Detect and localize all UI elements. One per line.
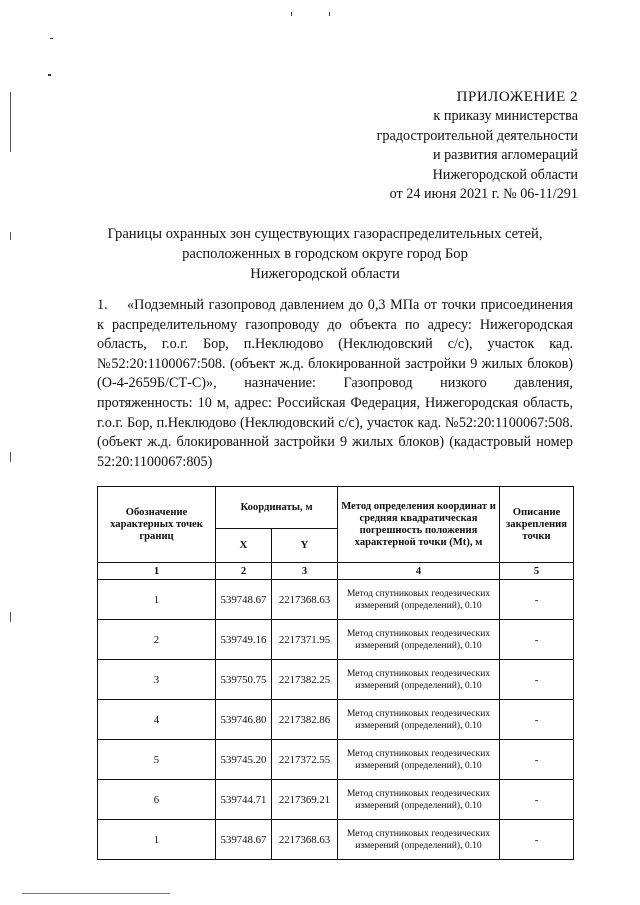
- description-cell: -: [500, 700, 574, 740]
- index-row: [98, 563, 574, 580]
- table-row: [98, 740, 574, 780]
- point-cell: 1: [98, 580, 216, 620]
- appendix-title: ПРИЛОЖЕНИЕ 2: [456, 89, 578, 105]
- index-cell: 3: [272, 563, 338, 580]
- description-cell: -: [500, 740, 574, 780]
- table-row: [98, 580, 574, 620]
- coordinates-table: [97, 486, 574, 860]
- point-cell: 2: [98, 620, 216, 660]
- description-cell: -: [500, 660, 574, 700]
- y-cell: 2217382.25: [272, 660, 338, 700]
- method-cell: Метод спутниковых геодезических измерений (определений), 0.10: [338, 620, 500, 660]
- y-cell: 2217369.21: [272, 780, 338, 820]
- method-cell: Метод спутниковых геодезических измерений (определений), 0.10: [338, 580, 500, 620]
- description-cell: -: [500, 780, 574, 820]
- y-cell: 2217382.86: [272, 700, 338, 740]
- footer-rule: [22, 893, 170, 894]
- point-cell: 3: [98, 660, 216, 700]
- scan-speck: [10, 452, 11, 462]
- description-cell: -: [500, 820, 574, 860]
- description-cell: -: [500, 580, 574, 620]
- header-coordinates: Координаты, м: [216, 487, 338, 529]
- item-text: «Подземный газопровод давлением до 0,3 МПа от точки присоединения к распределительному газопроводу до объекта по адресу: Нижегородская область, г.о.г. Бор, п.Неклюдово (Неклюдовский с/с), участок кад. №52:20:1100067:508. (объект ж.д. блокированной застройки 9 жилых блоков) (О-4-2659Б/СТ-С)», назначение: Газопровод низкого давления, протяженность: 10 м, адрес: Российская Федерация, Нижегородская область, г.о.г. Бор, п.Неклюдово (Неклюдовский с/с), участок кад. №52:20:1100067:508. (объект ж.д. блокированной застройки 9 жилых блоков) (кадастровый номер 52:20:1100067:805): [97, 297, 573, 470]
- x-cell: 539748.67: [216, 580, 272, 620]
- title-line: расположенных в городском округе город Бор: [182, 246, 468, 262]
- method-cell: Метод спутниковых геодезических измерений (определений), 0.10: [338, 780, 500, 820]
- header-y: Y: [272, 529, 338, 563]
- appendix-line: Нижегородской области: [432, 166, 578, 183]
- scan-speck: [10, 612, 11, 622]
- x-cell: 539748.67: [216, 820, 272, 860]
- document-title: [60, 224, 590, 284]
- x-cell: 539745.20: [216, 740, 272, 780]
- table-row: [98, 660, 574, 700]
- item-paragraph: [97, 296, 573, 472]
- scan-speck: [50, 38, 53, 39]
- point-cell: 5: [98, 740, 216, 780]
- method-cell: Метод спутниковых геодезических измерений (определений), 0.10: [338, 740, 500, 780]
- x-cell: 539750.75: [216, 660, 272, 700]
- method-cell: Метод спутниковых геодезических измерений (определений), 0.10: [338, 660, 500, 700]
- header-description: Описание закрепления точки: [500, 487, 574, 563]
- y-cell: 2217368.63: [272, 580, 338, 620]
- appendix-line: к приказу министерства: [433, 108, 578, 125]
- method-cell: Метод спутниковых геодезических измерений (определений), 0.10: [338, 700, 500, 740]
- point-cell: 6: [98, 780, 216, 820]
- table-row: [98, 620, 574, 660]
- y-cell: 2217371.95: [272, 620, 338, 660]
- index-cell: 1: [98, 563, 216, 580]
- header-method: Метод определения координат и средняя квадратическая погрешность положения характерной точки (Mt), м: [338, 487, 500, 563]
- index-cell: 2: [216, 563, 272, 580]
- index-cell: 4: [338, 563, 500, 580]
- description-cell: -: [500, 620, 574, 660]
- x-cell: 539744.71: [216, 780, 272, 820]
- table-row: [98, 820, 574, 860]
- table-row: [98, 780, 574, 820]
- y-cell: 2217372.55: [272, 740, 338, 780]
- appendix-line: и развития агломераций: [432, 147, 578, 164]
- scan-speck: [329, 12, 330, 16]
- index-cell: 5: [500, 563, 574, 580]
- method-cell: Метод спутниковых геодезических измерений (определений), 0.10: [338, 820, 500, 860]
- title-line: Нижегородской области: [250, 266, 400, 282]
- point-cell: 4: [98, 700, 216, 740]
- scan-speck: [10, 232, 11, 240]
- scan-speck: [10, 92, 11, 152]
- item-number: 1.: [97, 297, 108, 313]
- appendix-line: градостроительной деятельности: [376, 127, 578, 144]
- table-row: [98, 700, 574, 740]
- header-point: Обозначение характерных точек границ: [98, 487, 216, 563]
- scan-speck: [48, 74, 51, 76]
- x-cell: 539749.16: [216, 620, 272, 660]
- title-line: Границы охранных зон существующих газораспределительных сетей,: [107, 226, 543, 242]
- appendix-line: от 24 июня 2021 г. № 06-11/291: [389, 186, 578, 203]
- scan-speck: [291, 12, 292, 16]
- header-x: X: [216, 529, 272, 563]
- x-cell: 539746.80: [216, 700, 272, 740]
- appendix-header: [377, 88, 578, 204]
- point-cell: 1: [98, 820, 216, 860]
- y-cell: 2217368.63: [272, 820, 338, 860]
